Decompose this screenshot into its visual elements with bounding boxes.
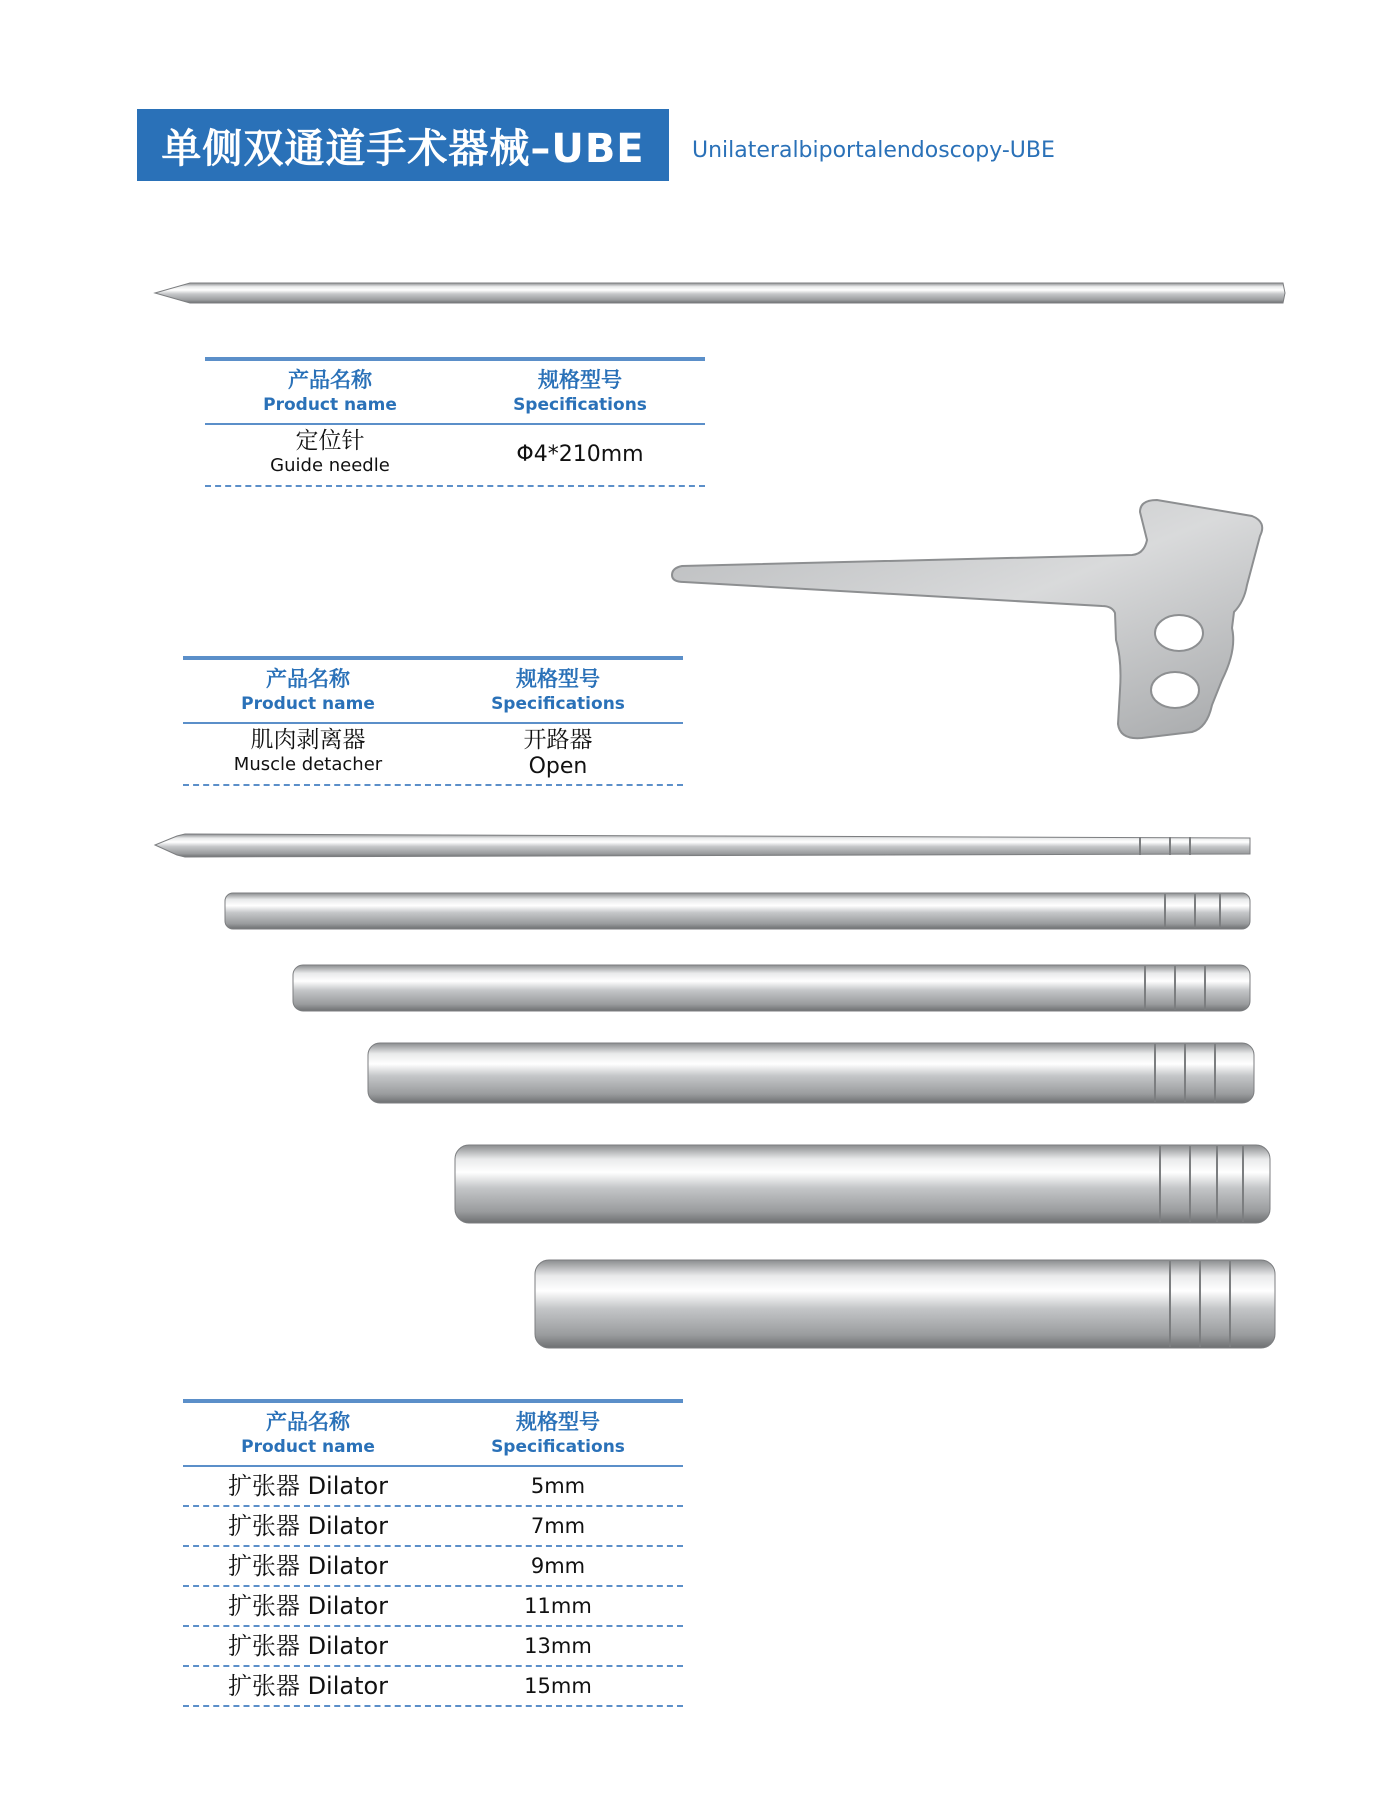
dilator-rod-15mm [535,1260,1275,1348]
spec-value-en: Open [528,754,588,779]
header-product-name [183,1403,433,1465]
table-row [183,724,683,786]
dilator-rod-7mm [225,893,1250,929]
table-header [205,361,705,425]
dilator-rod-13mm [455,1145,1270,1223]
table-row [183,1587,683,1627]
header-specifications [433,660,683,722]
dilator-rod-11mm [368,1043,1254,1103]
page-subtitle-en: Unilateralbiportalendoscopy-UBE [692,138,1055,163]
header-spec-en: Specifications [491,694,625,714]
table-header [183,660,683,724]
dilator-name: 扩张器 Dilator [227,1592,389,1620]
header-product-name-en: Product name [241,694,375,714]
dilator-name: 扩张器 Dilator [227,1632,389,1660]
header-specifications [455,361,705,423]
header-product-name-en: Product name [241,1437,375,1457]
muscle-detacher-image [672,500,1272,745]
header-spec-zh: 规格型号 [516,667,600,691]
spec-table-dilators [183,1399,683,1707]
spec-cell [433,724,683,784]
spec-table-guide-needle [205,357,705,487]
dilator-name: 扩张器 Dilator [227,1552,389,1580]
dilator-spec: 5mm [530,1474,586,1498]
dilator-rod-9mm [293,965,1250,1011]
dilator-spec: 7mm [530,1514,586,1538]
header-spec-zh: 规格型号 [538,368,622,392]
header-product-name-zh: 产品名称 [288,368,372,392]
product-name-cell [205,425,455,485]
table-row [183,1507,683,1547]
dilator-spec: 9mm [530,1554,586,1578]
dilator-name: 扩张器 Dilator [227,1672,389,1700]
header-spec-zh: 规格型号 [516,1410,600,1434]
table-row [205,425,705,487]
header-product-name-zh: 产品名称 [266,1410,350,1434]
dilator-spec: 11mm [524,1594,592,1618]
spec-cell [455,425,705,485]
dilator-set-image [155,820,1285,1380]
header-product-name [183,660,433,722]
header-spec-en: Specifications [491,1437,625,1457]
table-row [183,1627,683,1667]
table-row [183,1467,683,1507]
page-title: 单侧双通道手术器械–UBE [161,125,645,172]
dilator-spec: 13mm [524,1634,592,1658]
header-specifications [433,1403,683,1465]
product-name-zh: 定位针 [295,428,365,454]
product-name-zh: 肌肉剥离器 [250,727,366,753]
product-name-cell [183,724,433,784]
spec-value: Φ4*210mm [516,442,644,467]
header-spec-en: Specifications [513,395,647,415]
table-header [183,1403,683,1467]
header-product-name [205,361,455,423]
table-row [183,1667,683,1707]
product-name-en: Muscle detacher [233,754,383,775]
spec-value-zh: 开路器 [523,727,593,753]
table-row [183,1547,683,1587]
dilator-spec: 15mm [524,1674,592,1698]
title-banner [137,109,669,181]
product-name-en: Guide needle [270,455,390,476]
dilator-name: 扩张器 Dilator [227,1472,389,1500]
guide-needle-image [155,278,1285,308]
spec-table-muscle-detacher [183,656,683,786]
header-product-name-zh: 产品名称 [266,667,350,691]
header-product-name-en: Product name [263,395,397,415]
dilator-name: 扩张器 Dilator [227,1512,389,1540]
dilator-rod-5mm [155,834,1250,857]
